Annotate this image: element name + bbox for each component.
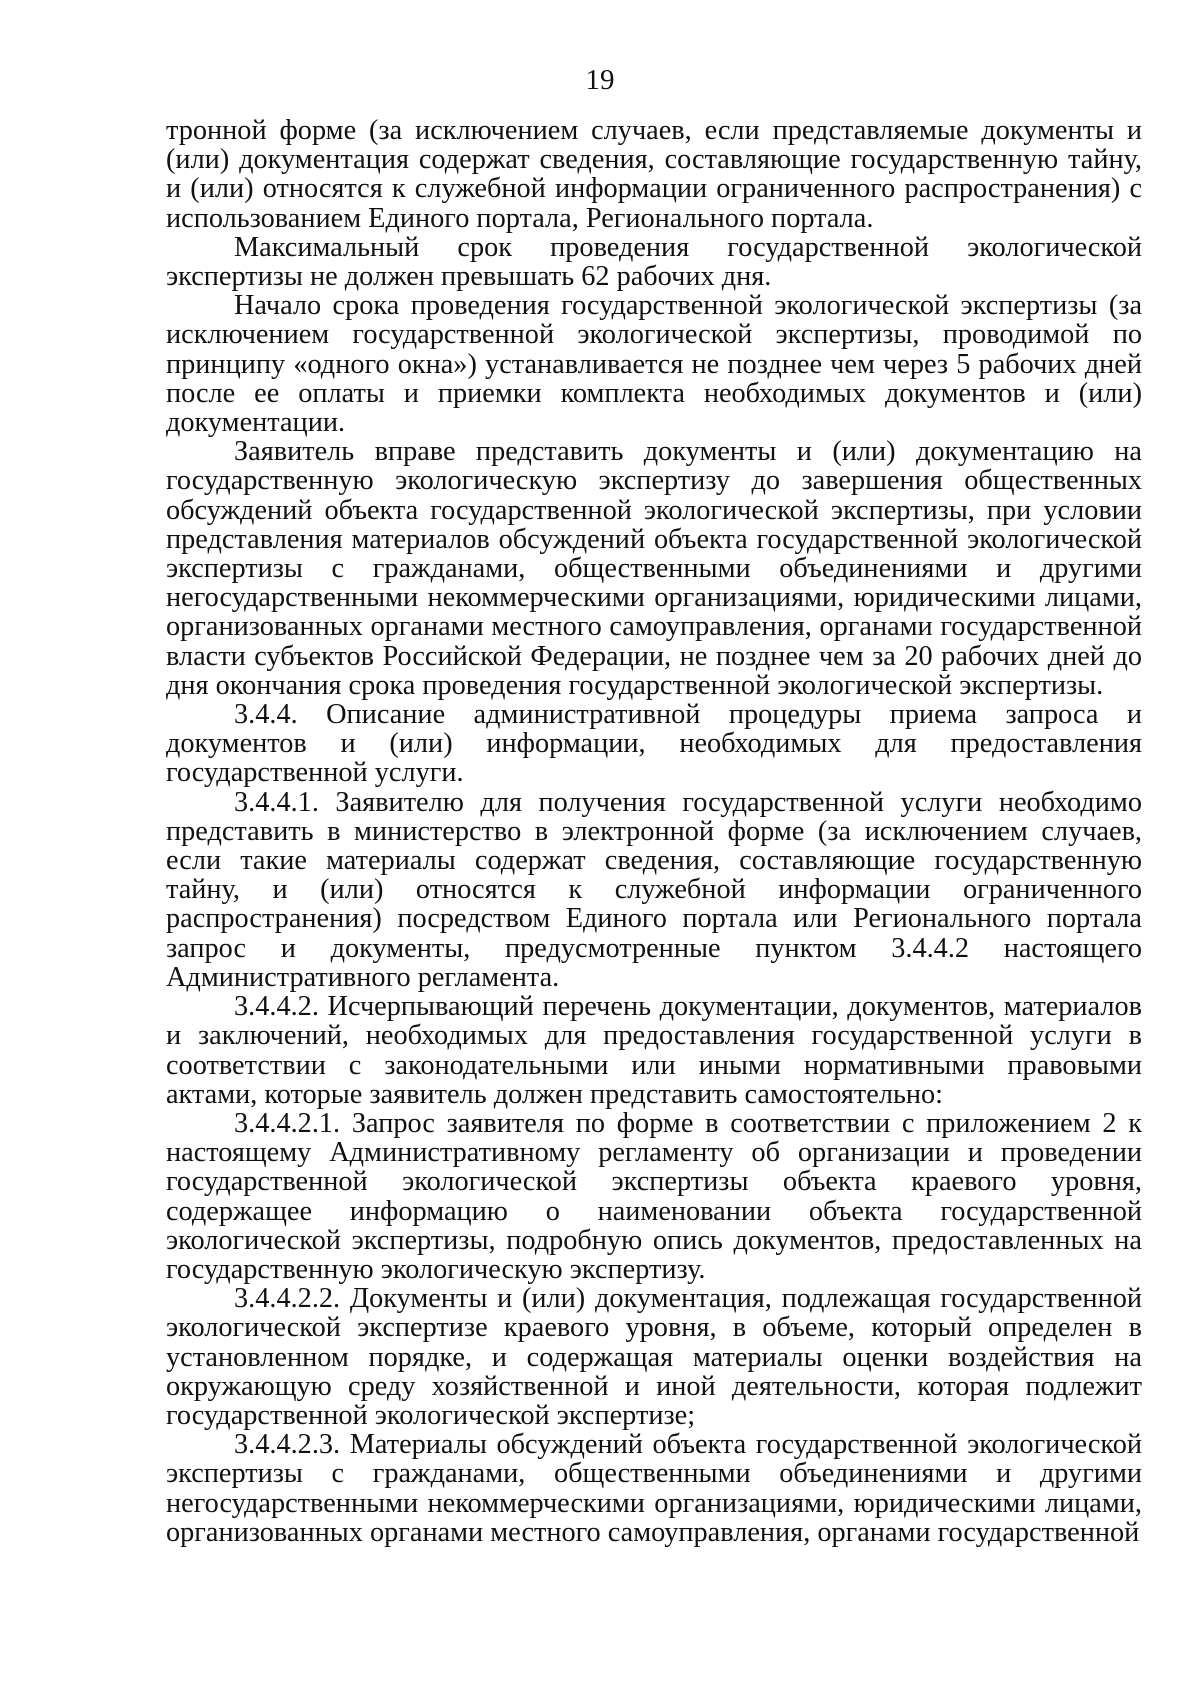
document-body (166, 116, 1142, 1547)
paragraph-continuation: тронной форме (за исключением случаев, если представляемые документы и (или) документация содержат сведения, составляющие государственную тайну, и (или) относятся к служебной информации ограниченного распространения) с использованием Единого портала, Регионального портала. (166, 115, 1142, 234)
paragraph-term-start: Начало срока проведения государственной экологической экспертизы (за исключением государственной экологической экспертизы, проводимой по принципу «одного окна») устанавливается не позднее чем через 5 рабочих дней после ее оплаты и приемки комплекта необходимых документов и (или) документации. (166, 290, 1142, 439)
paragraph-applicant-right: Заявитель вправе представить документы и (или) документацию на государственную экологическую экспертизу до завершения общественных обсуждений объекта государственной экологической экспертизы, при условии представления материалов обсуждений объекта государственной экологической экспертизы с гражданами, общественными объединениями и другими негосударственными некоммерческими организациями, юридическими лицами, организованных органами местного самоуправления, органами государственной власти субъектов Российской Федерации, не позднее чем за 20 рабочих дней до дня окончания срока проведения государственной экологической экспертизы. (166, 436, 1142, 701)
paragraph-section-3-4-4-1: 3.4.4.1. Заявителю для получения государственной услуги необходимо представить в министерство в электронной форме (за исключением случаев, если такие материалы содержат сведения, составляющие государственную тайну, и (или) относятся к служебной информации ограниченного распространения) посредством Единого портала или Регионального портала запрос и документы, предусмотренные пунктом 3.4.4.2 настоящего Административного регламента. (166, 786, 1142, 993)
paragraph-section-3-4-4-2-1: 3.4.4.2.1. Запрос заявителя по форме в соответствии с приложением 2 к настоящему Административному регламенту об организации и проведении государственной экологической экспертизы объекта краевого уровня, содержащее информацию о наименовании объекта государственной экологической экспертизы, подробную опись документов, предоставленных на государственную экологическую экспертизу. (166, 1107, 1142, 1285)
paragraph-max-term: Максимальный срок проведения государственной экологической экспертизы не должен превышать 62 рабочих дня. (166, 231, 1142, 293)
page-number: 19 (585, 64, 615, 96)
paragraph-section-3-4-4-2-2: 3.4.4.2.2. Документы и (или) документация, подлежащая государственной экологической экспертизе краевого уровня, в объеме, который определен в установленном порядке, и содержащая материалы оценки воздействия на окружающую среду хозяйственной и иной деятельности, которая подлежит государственной экологической экспертизе; (166, 1283, 1142, 1431)
paragraph-section-3-4-4-2-3: 3.4.4.2.3. Материалы обсуждений объекта государственной экологической экспертизы с гражданами, общественными объединениями и другими негосударственными некоммерческими организациями, юридическими лицами, организованных органами местного самоуправления, органами государственной (166, 1429, 1142, 1548)
paragraph-section-3-4-4: 3.4.4. Описание административной процедуры приема запроса и документов и (или) информации, необходимых для предоставления государственной услуги. (166, 699, 1142, 789)
paragraph-section-3-4-4-2: 3.4.4.2. Исчерпывающий перечень документации, документов, материалов и заключений, необходимых для предоставления государственной услуги в соответствии с законодательными или иными нормативными правовыми актами, которые заявитель должен представить самостоятельно: (166, 991, 1142, 1110)
